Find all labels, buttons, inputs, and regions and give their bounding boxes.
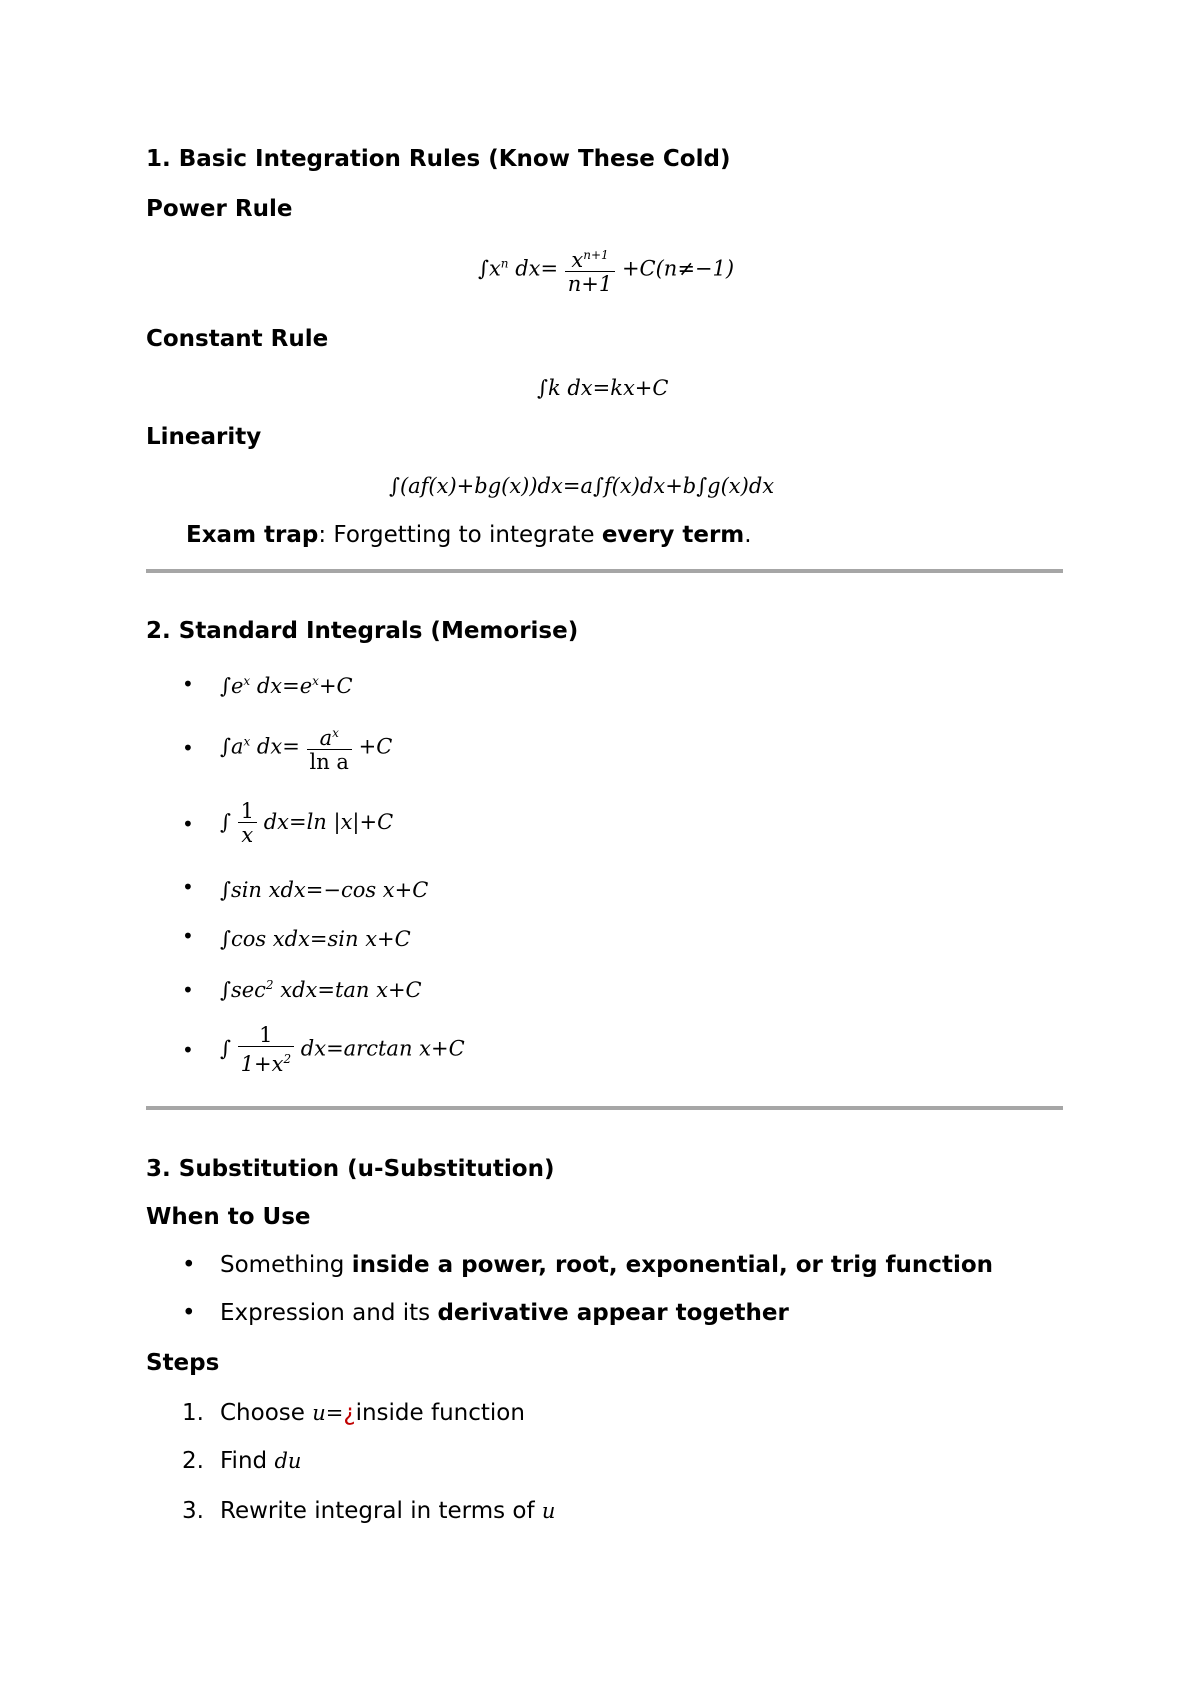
integral-sec2: $\int\sec^2$ xdx=tan x+C (220, 978, 422, 1002)
steps-label: Steps (146, 1350, 220, 1376)
integral-1-over-x: ∫ $\frac{1}{x}$ dx=ln |x|+C (220, 799, 394, 847)
linearity-formula: ∫(af(x)+bg(x))dx=a∫f(x)dx+b∫g(x)dx (389, 474, 775, 498)
exam-trap-note: Exam trap: Forgetting to integrate every term. (186, 522, 752, 548)
integral-sin: ∫sin xdx=−cos x+C (220, 878, 429, 902)
bullet: • (182, 672, 194, 696)
bullet: • (182, 812, 194, 836)
bullet: • (182, 1252, 196, 1278)
step-number: 3. (182, 1498, 204, 1524)
integral-exp: $\int e^x$ $dx=e^x+C$ (220, 674, 353, 698)
step-3: Rewrite integral in terms of u (220, 1498, 556, 1524)
step-number: 2. (182, 1448, 204, 1474)
step-2: Find du (220, 1448, 302, 1474)
section2-heading: 2. Standard Integrals (Memorise) (146, 618, 579, 644)
section3-heading: 3. Substitution (u-Substitution) (146, 1156, 555, 1182)
when-bullet-2: Expression and its derivative appear together (220, 1300, 789, 1326)
power-rule-fraction: $\frac{x^{n+1}}{n+1}$ (565, 244, 615, 296)
when-to-use-label: When to Use (146, 1204, 311, 1230)
bullet: • (182, 875, 194, 899)
section-divider (146, 569, 1063, 573)
integral-arctan: ∫ $\frac{1}{1+x^2}$ dx=arctan x+C (220, 1023, 465, 1076)
step-1: Choose u=¿inside function (220, 1400, 525, 1426)
section1-heading: 1. Basic Integration Rules (Know These Cold) (146, 146, 731, 172)
section-divider (146, 1106, 1063, 1110)
constant-rule-formula: ∫k dx=kx+C (537, 376, 669, 400)
constant-rule-label: Constant Rule (146, 326, 329, 352)
bullet: • (182, 736, 194, 760)
integral-ax: $\int a^x$ dx= $\frac{a^x}{\text{ln a}}$ +C (220, 722, 392, 774)
integral-cos: ∫cos xdx=sin x+C (220, 927, 411, 951)
when-bullet-1: Something inside a power, root, exponential, or trig function (220, 1252, 993, 1278)
bullet: • (182, 978, 194, 1002)
power-rule-formula: $\int x^n$ dx= $\frac{x^{n+1}}{n+1}$ +C(n≠−1) (478, 244, 734, 296)
step-number: 1. (182, 1400, 204, 1426)
bullet: • (182, 1300, 196, 1326)
power-rule-label: Power Rule (146, 196, 293, 222)
bullet: • (182, 1038, 194, 1062)
linearity-label: Linearity (146, 424, 262, 450)
bullet: • (182, 924, 194, 948)
